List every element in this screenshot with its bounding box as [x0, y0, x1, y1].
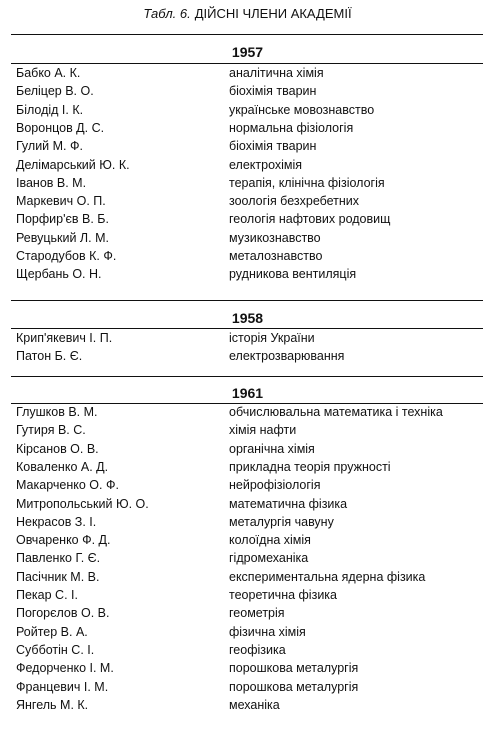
member-field: колоїдна хімія	[229, 533, 311, 548]
member-row	[0, 82, 495, 100]
member-name: Воронцов Д. С.	[16, 120, 105, 135]
member-row	[0, 347, 495, 365]
member-name: Макарченко О. Ф.	[16, 478, 119, 493]
member-row	[0, 174, 495, 192]
section-top-rule	[11, 376, 483, 377]
member-name: Пасічник М. В.	[16, 569, 100, 584]
member-row	[0, 586, 495, 604]
member-row	[0, 265, 495, 283]
member-row	[0, 192, 495, 210]
member-row	[0, 210, 495, 228]
member-field: обчислювальна математика і техніка	[229, 405, 443, 419]
member-name: Порфир'єв В. Б.	[16, 212, 109, 227]
member-row	[0, 513, 495, 531]
member-name: Крип'якевич І. П.	[16, 331, 113, 345]
member-row	[0, 678, 495, 696]
section-year: 1961	[231, 385, 264, 401]
member-field: механіка	[229, 697, 280, 712]
member-field: порошкова металургія	[229, 679, 359, 694]
member-name: Щербань О. Н.	[16, 267, 102, 282]
member-name: Федорченко І. М.	[16, 661, 114, 676]
member-field: терапія, клінічна фізіологія	[229, 175, 385, 190]
member-field: експериментальна ядерна фізика	[229, 569, 426, 584]
member-row	[0, 440, 495, 458]
section-top-rule	[11, 34, 483, 35]
member-field: аналітична хімія	[229, 66, 324, 80]
member-name: Кірсанов О. В.	[16, 441, 99, 456]
member-row	[0, 247, 495, 265]
member-field: органічна хімія	[229, 441, 315, 456]
member-row	[0, 623, 495, 641]
member-row	[0, 641, 495, 659]
member-field: українське мовознавство	[229, 102, 375, 117]
member-row	[0, 101, 495, 119]
member-field: нейрофізіологія	[229, 478, 321, 493]
member-field: геологія нафтових родовищ	[229, 212, 391, 227]
member-field: геофізика	[229, 642, 286, 657]
member-name: Некрасов З. І.	[16, 514, 97, 529]
member-row	[0, 495, 495, 513]
member-name: Патон Б. Є.	[16, 349, 83, 364]
member-field: хімія нафти	[229, 423, 297, 438]
member-name: Янгель М. К.	[16, 697, 89, 712]
member-row	[0, 659, 495, 677]
member-name: Білодід І. К.	[16, 102, 84, 117]
member-field: біохімія тварин	[229, 84, 317, 99]
member-field: історія України	[229, 331, 315, 345]
member-row	[0, 156, 495, 174]
member-field: рудникова вентиляція	[229, 267, 357, 282]
member-field: прикладна теорія пружності	[229, 459, 391, 474]
member-name: Пекар С. І.	[16, 588, 78, 602]
member-field: теоретична фізика	[229, 588, 337, 602]
member-row	[0, 421, 495, 439]
section-year: 1958	[231, 310, 264, 326]
member-name: Іванов В. М.	[16, 175, 87, 190]
member-name: Стародубов К. Ф.	[16, 249, 117, 263]
member-field: металургія чавуну	[229, 514, 334, 529]
section-top-rule	[11, 300, 483, 301]
member-row	[0, 137, 495, 155]
member-name: Ревуцький Л. М.	[16, 230, 109, 245]
member-field: електрохімія	[229, 157, 303, 172]
member-name: Бабко А. К.	[16, 66, 81, 80]
member-name: Коваленко А. Д.	[16, 459, 109, 474]
member-row	[0, 119, 495, 137]
member-field: нормальна фізіологія	[229, 120, 354, 135]
member-name: Беліцер В. О.	[16, 84, 94, 99]
table-title	[0, 5, 495, 23]
member-field: гідромеханіка	[229, 551, 309, 566]
member-row	[0, 64, 495, 82]
member-field: біохімія тварин	[229, 139, 317, 154]
member-name: Гулий М. Ф.	[16, 139, 83, 154]
member-field: металознавство	[229, 249, 323, 263]
member-name: Глушков В. М.	[16, 405, 98, 419]
member-name: Ройтер В. А.	[16, 624, 88, 639]
member-row	[0, 458, 495, 476]
member-name: Субботін С. І.	[16, 642, 95, 657]
member-field: електрозварювання	[229, 349, 345, 364]
member-name: Делімарський Ю. К.	[16, 157, 130, 172]
member-row	[0, 604, 495, 622]
member-name: Маркевич О. П.	[16, 194, 106, 209]
member-field: фізична хімія	[229, 624, 306, 639]
member-field: порошкова металургія	[229, 661, 359, 676]
member-field: музикознавство	[229, 230, 321, 245]
member-field: математична фізика	[229, 496, 348, 511]
member-name: Гутиря В. С.	[16, 423, 86, 438]
section-year: 1957	[231, 44, 264, 60]
member-name: Павленко Г. Є.	[16, 551, 101, 566]
member-field: геометрія	[229, 606, 285, 621]
member-name: Францевич І. М.	[16, 679, 109, 694]
member-row	[0, 531, 495, 549]
member-row	[0, 696, 495, 714]
member-name: Овчаренко Ф. Д.	[16, 533, 111, 548]
member-row	[0, 403, 495, 421]
member-field: зоологія безхребетних	[229, 194, 360, 209]
table-heading: ДІЙСНІ ЧЛЕНИ АКАДЕМІЇ	[194, 6, 352, 21]
member-row	[0, 476, 495, 494]
member-row	[0, 329, 495, 347]
member-name: Погорєлов О. В.	[16, 606, 110, 621]
member-row	[0, 568, 495, 586]
member-row	[0, 549, 495, 567]
member-name: Митропольський Ю. О.	[16, 496, 149, 511]
table-number: Табл. 6.	[143, 6, 191, 21]
member-row	[0, 229, 495, 247]
